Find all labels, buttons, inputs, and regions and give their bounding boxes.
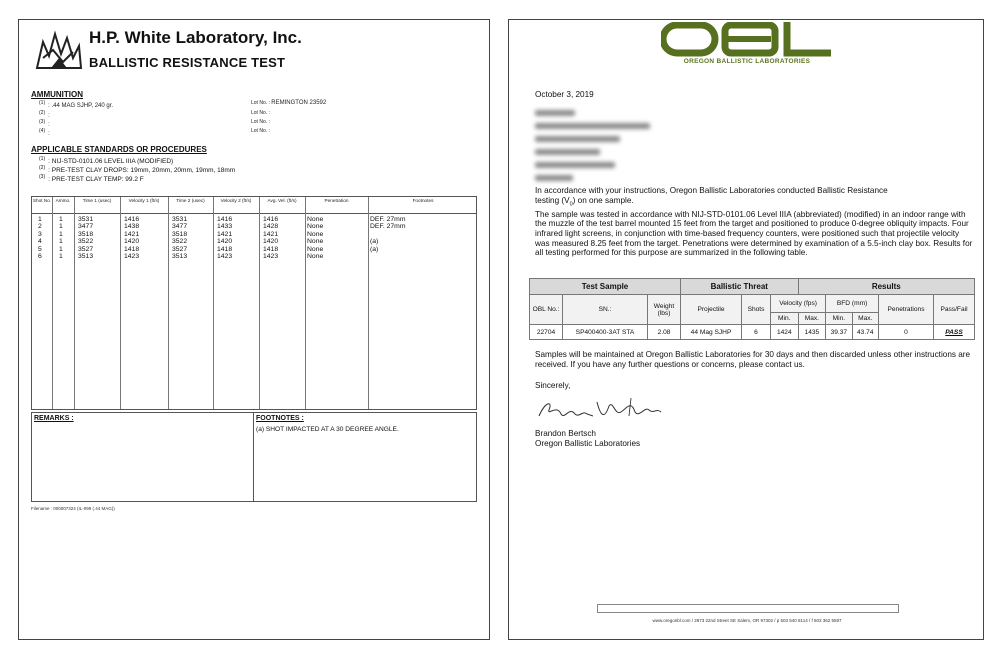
table-cell: 1416 [124,216,140,223]
table-cell: None [307,230,324,238]
shot-data-table [31,196,477,410]
ammo-description: : .44 MAG SJHP, 240 gr. [48,103,114,109]
retention-paragraph: Samples will be maintained at Oregon Ballistic Laboratories for 30 days and then discarded unless other instructions are received. If you have any further questions or concerns, please contact us. [535,350,971,369]
column-divider [259,197,260,409]
signature-icon [535,394,665,424]
column-divider [52,197,53,409]
v0-subscript: 0 [569,201,573,208]
table-cell: 1421 [263,230,279,238]
standard-item [39,156,173,165]
cell-sn: SP400400-3AT STA [563,325,648,340]
hp-white-logo-icon [33,28,85,72]
table-cell: None [307,216,324,223]
table-cell: 1420 [263,238,279,246]
standard-item [39,165,235,174]
table-header-cell: Velocity 2 (ft/s) [220,198,252,203]
lot-item [251,119,270,125]
table-cell: 4 [38,238,42,246]
closing: Sincerely, [535,381,571,390]
table-cell: (a) [370,238,379,246]
ammo-description: : [48,131,50,137]
report-subtitle: BALLISTIC RESISTANCE TEST [89,55,286,70]
table-cell: 3527 [78,245,94,253]
test-sample-header: Test Sample [530,279,681,295]
cell-shots: 6 [742,325,771,340]
column-divider [213,197,214,409]
column-divider [120,197,121,409]
col-bfd-min: Min. [826,313,852,325]
col-weight: Weight (lbs) [648,294,681,324]
letterhead-footer: www.oregonbl.com / 2873 22nd Street SE Salem, OR 97302 / p 503 540 8114 / f 503 362 5597 [652,618,842,623]
results-table [529,278,975,340]
ammo-item [39,100,113,109]
obl-logo-icon [661,22,833,58]
standard-text: : NIJ-STD-0101.06 LEVEL IIIA (MODIFIED) [48,158,174,166]
signer-name: Brandon Bertsch [535,429,596,438]
letter-date: October 3, 2019 [535,90,594,99]
cell-bfd-max: 43.74 [852,325,878,340]
col-vel-max: Max. [798,313,826,325]
table-cell: 3513 [172,253,188,260]
standard-number: (1) [39,156,46,162]
table-cell: 3513 [78,253,94,260]
table-cell: 1 [59,253,63,260]
table-row [530,325,975,340]
col-velocity: Velocity (fps) [771,294,826,312]
table-cell: DEF. 27mm [370,223,406,231]
ammo-item [39,128,50,137]
column-divider [168,197,169,409]
table-cell: 3518 [172,230,188,238]
filename-label: Filename : 000007324 (IL-099 (.44 MAG)) [31,506,115,511]
table-cell: None [307,253,324,260]
ammo-number: (1) [39,100,46,106]
col-obl-no: OBL No.: [530,294,563,324]
method-paragraph: The sample was tested in accordance with NIJ-STD-0101.06 Level IIIA (abbreviated) (modified) in an indoor range with the muzzle of the test barrel mounted 15 feet from the target and positioned to produce 0-degree obliquity impacts. Four infrared light screens, in conjunction with time-based frequency counters, were positioned such that projectile velocity was measured 8.25 feet from the target. Penetrations were determined by examination of a 5.5-inch clay box. Results for all testing performed for this purpose are summarized in the following table. [535,209,973,258]
table-cell: 1420 [217,238,233,246]
table-cell: 3522 [172,238,188,246]
col-shots: Shots [742,294,771,324]
standards-heading: APPLICABLE STANDARDS OR PROCEDURES [31,145,207,154]
col-sn: SN.: [563,294,648,324]
standard-number: (2) [39,165,46,171]
cell-vel-max: 1435 [798,325,826,340]
table-cell: 1428 [263,223,279,231]
footnotes-title: FOOTNOTES : [256,415,304,422]
col-bfd: BFD (mm) [826,294,879,312]
ammo-description: : [48,113,50,119]
table-cell: 1 [59,230,63,238]
lot-item [251,128,270,134]
table-cell: None [307,238,324,246]
cell-weight: 2.08 [648,325,681,340]
table-cell: 1 [59,245,63,253]
table-cell: 1438 [124,223,140,231]
ammo-number: (2) [39,110,46,116]
table-cell: 1418 [217,245,233,253]
standard-item [39,174,144,183]
remarks-box [31,412,254,502]
cell-penetrations: 0 [879,325,934,340]
table-cell: 2 [38,223,42,231]
table-cell: 1418 [263,245,279,253]
intro-line-1: In accordance with your instructions, Oregon Ballistic Laboratories conducted Ballistic Resistance [535,186,888,195]
col-penetrations: Penetrations [879,294,934,324]
ammunition-heading: AMMUNITION [31,90,83,99]
table-header-cell: Footnotes [412,198,434,203]
col-projectile: Projectile [681,294,742,324]
standard-text: : PRE-TEST CLAY TEMP: 99.2 F [48,176,144,184]
footnote-a: (a) SHOT IMPACTED AT A 30 DEGREE ANGLE. [256,426,399,433]
table-cell: 3518 [78,230,94,238]
ammo-number: (3) [39,119,46,125]
table-header-cell: Shot No. [32,198,52,203]
cell-vel-min: 1424 [771,325,799,340]
table-header-cell: Ammo. [55,198,71,203]
table-cell: 1420 [124,238,140,246]
redacted-address [535,110,655,178]
table-cell: 3477 [78,223,94,231]
standard-number: (3) [39,174,46,180]
table-cell: 1423 [124,253,140,260]
results-header: Results [798,279,974,295]
lot-value: REMINGTON 23592 [271,100,327,106]
table-cell: 1 [59,223,63,231]
table-header-cell: Velocity 1 (ft/s) [128,198,160,203]
lab-title: H.P. White Laboratory, Inc. [89,28,302,47]
table-cell: None [307,245,324,253]
table-cell: 1 [59,216,63,223]
lot-item [251,110,270,116]
table-cell: 3522 [78,238,94,246]
col-vel-min: Min. [771,313,799,325]
table-header-cell: Time 2 (usec) [176,198,205,203]
table-cell: None [307,223,324,231]
table-cell: 3531 [78,216,94,223]
table-cell: 1423 [217,253,233,260]
table-cell: 1416 [217,216,233,223]
table-cell: 3531 [172,216,188,223]
table-cell: 5 [38,245,42,253]
table-cell: DEF. 27mm [370,216,406,223]
table-cell: 1 [38,216,42,223]
signer-org: Oregon Ballistic Laboratories [535,439,641,448]
table-header-cell: Avg. Vel. (ft/s) [267,198,297,203]
obl-report [508,19,984,640]
cell-pass-fail: PASS [934,325,975,340]
table-cell: 1423 [263,253,279,260]
column-divider [368,197,369,409]
hp-white-report [18,19,490,640]
table-cell: 6 [38,253,42,260]
ballistic-threat-header: Ballistic Threat [681,279,799,295]
column-divider [74,197,75,409]
intro-line-2b: ) on one sample. [572,195,634,205]
intro-line-2a: testing (V [535,195,570,205]
table-cell: 1421 [217,230,233,238]
cell-obl-no: 22704 [530,325,563,340]
lot-label: Lot No. : [251,100,272,106]
table-cell: 3527 [172,245,188,253]
table-cell: 1421 [124,230,140,238]
lot-item [251,100,326,106]
lot-label: Lot No. : [251,119,270,125]
remarks-title: REMARKS : [34,415,74,422]
table-cell: 1418 [124,245,140,253]
ammo-number: (4) [39,128,46,134]
table-header-cell: Time 1 (usec) [82,198,112,203]
footnotes-box [254,412,477,502]
table-header-cell: Penetration [324,198,349,203]
table-cell: 1 [59,238,63,246]
ammo-item [39,110,50,119]
table-cell: 1433 [217,223,233,231]
obl-lab-name: OREGON BALLISTIC LABORATORIES [683,58,811,65]
disclaimer-box [597,604,899,613]
table-cell: 3477 [172,223,188,231]
ammo-item [39,119,50,128]
table-cell: (a) [370,245,379,253]
ammo-description: : [48,122,50,128]
standard-text: : PRE-TEST CLAY DROPS: 19mm, 20mm, 20mm, 19mm, 18mm [48,167,236,175]
column-divider [305,197,306,409]
table-cell: 1416 [263,216,279,223]
table-cell: 3 [38,230,42,238]
lot-label: Lot No. : [251,110,270,116]
lot-label: Lot No. : [251,128,270,134]
col-bfd-max: Max. [852,313,878,325]
col-pass-fail: Pass/Fail [934,294,975,324]
cell-bfd-min: 39.37 [826,325,852,340]
cell-projectile: 44 Mag SJHP [681,325,742,340]
intro-paragraph [535,186,975,258]
